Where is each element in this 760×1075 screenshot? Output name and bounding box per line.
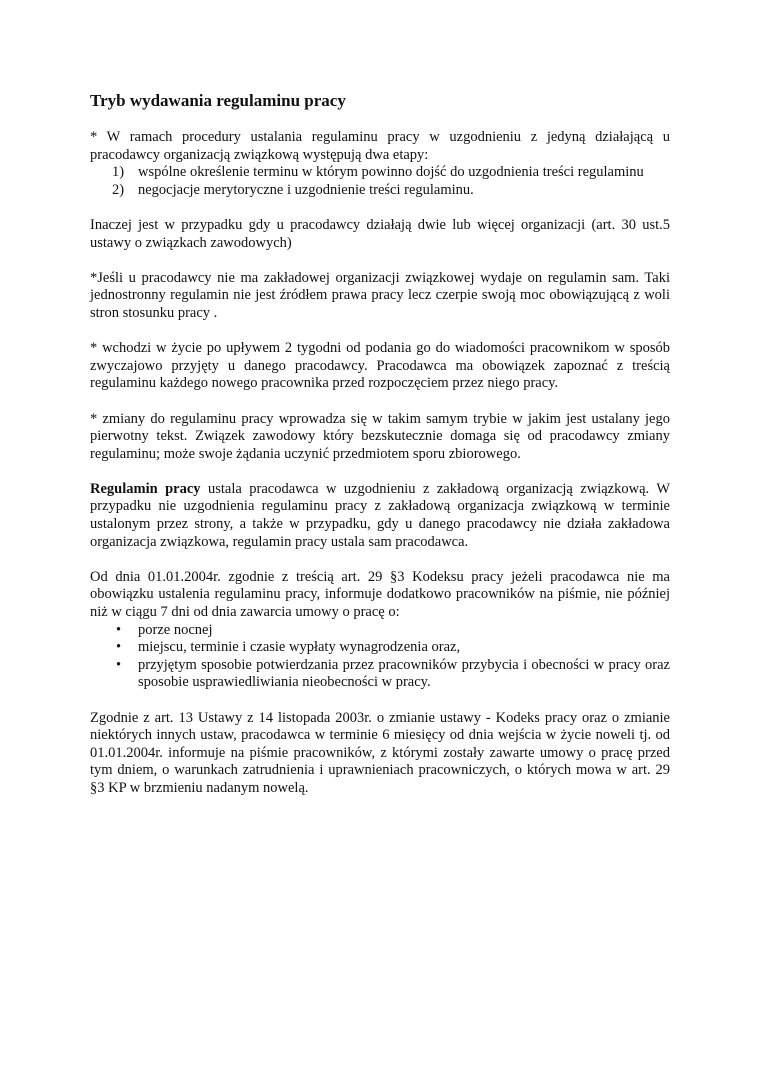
paragraph-spacer — [90, 199, 670, 217]
list-item-text: przyjętym sposobie potwierdzania przez pracowników przybycia i obecności w pracy oraz sposobie usprawiedliwiania nieobecności w pracy. — [138, 656, 670, 691]
paragraph-regulation-definition — [90, 481, 670, 551]
paragraph-text: ustala pracodawca w uzgodnieniu z zakładową organizacją związkową. W przypadku nie uzgodnienia regulaminu pracy z zakładową organizacja związkową w terminie ustalonym przez strony, a także w przypadku, gdy u danego pracodawcy nie działa zakładowa organizacja związkowa, regulamin pracy ustala sam pracodawca. — [90, 480, 671, 550]
list-number: 2) — [112, 181, 125, 198]
bold-term: Regulamin pracy — [90, 480, 201, 497]
list-item-text: miejscu, terminie i czasie wypłaty wynagrodzenia oraz, — [138, 639, 461, 656]
page-title: Tryb wydawania regulaminu pracy — [90, 91, 346, 110]
list-item — [90, 182, 670, 200]
bullet-icon: • — [116, 656, 122, 673]
paragraph-transitional-provision: Zgodnie z art. 13 Ustawy z 14 listopada 2003r. o zmianie ustawy - Kodeks pracy oraz o zmianie niektórych innych ustaw, pracodawca w terminie 6 miesięcy od dnia wejścia w życie noweli tj. od 01.01.2004r. informuje na piśmie pracowników, z którymi zostały zawarte umowy o pracę przed tym dniem, o warunkach zatrudnienia i uprawnieniach pracowniczych, o których mowa w art. 29 §3 KP w brzmieniu nadanym nowelą. — [90, 709, 670, 796]
paragraph-entry-into-force: * wchodzi w życie po upływem 2 tygodni od podania go do wiadomości pracownikom w sposób zwyczajowo przyjęty u danego pracodawcy. Pracodawca ma obowiązek zapoznać z treścią regulaminu każdego nowego pracownika przed rozpoczęciem przez niego pracy. — [90, 340, 670, 392]
art29-bullet-list — [90, 622, 670, 692]
list-item — [90, 657, 670, 692]
paragraph-no-union: *Jeśli u pracodawcy nie ma zakładowej organizacji związkowej wydaje on regulamin sam. Taki jednostronny regulamin nie jest źródłem prawa pracy lecz czerpie swoją moc obowiązującą z woli stron stosunku pracy . — [90, 269, 670, 321]
procedure-steps-list — [90, 164, 670, 199]
list-item-text: porze nocnej — [138, 621, 213, 638]
paragraph-spacer — [90, 463, 670, 481]
paragraph-spacer — [90, 323, 670, 341]
paragraph-amendments: * zmiany do regulaminu pracy wprowadza się w takim samym trybie w jakim jest ustalany jego pierwotny tekst. Związek zawodowy który bezskutecznie domaga się od pracodawcy zmiany regulaminu; może swoje żądania uczynić przedmiotem sporu zbiorowego. — [90, 410, 670, 462]
list-item-text: negocjacje merytoryczne i uzgodnienie treści regulaminu. — [138, 181, 474, 198]
list-item — [90, 622, 670, 640]
paragraph-spacer — [90, 393, 670, 411]
paragraph-spacer — [90, 252, 670, 270]
list-number: 1) — [112, 164, 125, 181]
paragraph-art29-intro: Od dnia 01.01.2004r. zgodnie z treścią art. 29 §3 Kodeksu pracy jeżeli pracodawca nie ma obowiązku ustalenia regulaminu pracy, informuje dodatkowo pracowników na piśmie, nie później niż w ciągu 7 dni od dnia zawarcia umowy o pracę o: — [90, 568, 670, 621]
list-item-text: wspólne określenie terminu w którym powinno dojść do uzgodnienia treści regulaminu — [138, 164, 644, 181]
paragraph-spacer — [90, 551, 670, 569]
paragraph-procedure-intro: * W ramach procedury ustalania regulaminu pracy w uzgodnieniu z jedyną działającą u pracodawcy organizacją związkową występują dwa etapy: — [90, 129, 670, 163]
paragraph-spacer — [90, 692, 670, 710]
list-item — [90, 164, 670, 182]
bullet-icon: • — [116, 639, 122, 656]
paragraph-multiple-organizations: Inaczej jest w przypadku gdy u pracodawcy działają dwie lub więcej organizacji (art. 30 ust.5 ustawy o związkach zawodowych) — [90, 216, 670, 251]
document-page — [90, 90, 670, 798]
bullet-icon: • — [116, 621, 122, 638]
list-item — [90, 639, 670, 657]
